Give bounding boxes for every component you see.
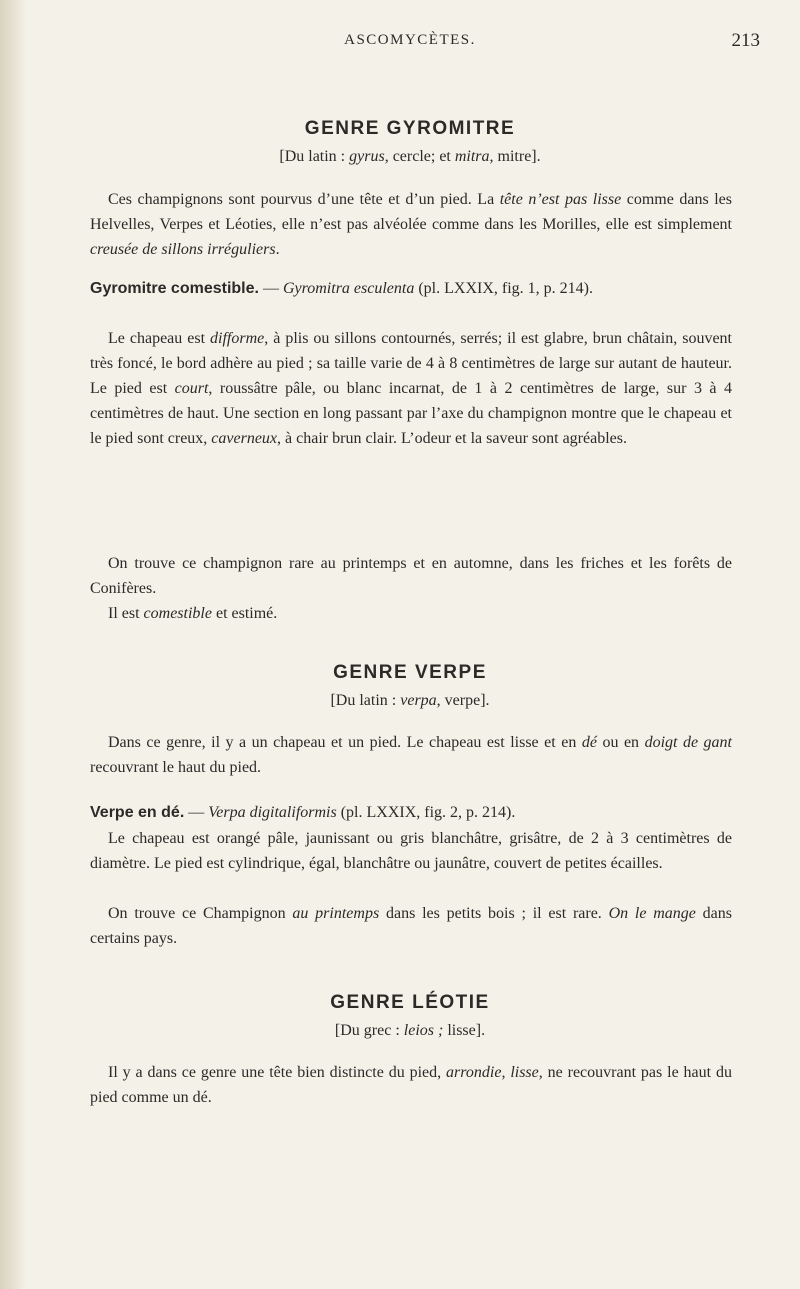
verpe-description: Le chapeau est orangé pâle, jaunissant ou gris blanchâtre, grisâtre, de 2 à 3 centimètres de diamètre. Le pied est cylindrique, égal, blanchâtre ou jaunâtre, couvert de petites écailles. [90,830,732,872]
page-binding-shadow [0,0,26,1289]
etym-word: verpa [400,692,437,709]
verpe-intro [90,730,732,780]
gyromitre-description [90,326,732,451]
etym-text: , verpe]. [436,692,490,709]
gyromitre-etymology [50,148,770,166]
text: , à plis ou sillons contournés, serrés; il est glabre, brun châtain, souvent très foncé, le bord adhère au pied ; sa taille varie de 4 à 8 centimètres de large sur autant de hauteur. Le pied est [90,330,733,397]
dash: — [258,280,283,297]
emphasis: doigt de gant [644,734,733,751]
text: et estimé. [211,605,278,622]
emphasis: court [174,380,209,397]
verpe-etymology [50,692,770,710]
genre-leotie-title: GENRE LÉOTIE [330,992,490,1013]
etym-text: [Du grec : [334,1022,404,1039]
text: Le chapeau est [108,330,211,347]
text: recouvrant le haut du pied. [90,759,262,776]
emphasis: difforme [210,330,265,347]
emphasis: On le mange [608,905,696,922]
gyromitre-edibility [90,601,732,626]
text: , à chair brun clair. L’odeur et la saveur sont agréables. [277,430,627,447]
text: Dans ce genre, il y a un chapeau et un pied. Le chapeau est lisse et en [108,734,582,751]
species-latin: Gyromitra esculenta [282,280,415,297]
dash: — [184,804,209,821]
text: Il est [108,605,144,622]
page-number: 213 [731,30,760,51]
etym-text: [Du latin : [279,148,350,165]
plate-reference: (pl. LXXIX, fig. 2, p. 214). [336,804,516,821]
emphasis: creusée de sillons irréguliers [90,241,276,258]
species-name: Gyromitre comestible. [90,280,259,297]
verpe-species-heading [90,800,732,825]
leotie-etymology [50,1022,770,1040]
text: , ne recouvrant pas le haut du pied comme un dé. [90,1064,732,1106]
etym-word: gyrus [349,148,385,165]
running-head [50,30,770,60]
etym-word: mitra [454,148,490,165]
gyromitre-intro [90,187,732,262]
species-latin: Verpa digitaliformis [208,804,337,821]
text: On trouve ce Champignon [108,905,293,922]
verpe-habitat [90,901,732,951]
species-name: Verpe en dé. [90,804,185,821]
text: , roussâtre pâle, ou blanc incarnat, de 1 à 2 centimètres de large, sur 3 à 4 centimètres de haut. Une section en long passant par l’axe du champignon montre que le chapeau et le pied sont creux, [90,380,732,447]
text: comme dans les Helvelles, Verpes et Léoties, elle n’est pas alvéolée comme dans les Morilles, elle est simplement [90,191,733,233]
running-title: ASCOMYCÈTES. [344,32,476,48]
gyromitre-habitat: On trouve ce champignon rare au printemps et en automne, dans les friches et les forêts de Conifères. [90,555,732,597]
text: ou en [596,734,645,751]
leotie-intro [90,1060,732,1110]
text: dans les petits bois ; il est rare. [379,905,609,922]
text: Ces champignons sont pourvus d’une tête et d’un pied. La [108,191,500,208]
text: Il y a dans ce genre une tête bien distincte du pied, [108,1064,447,1081]
text: dans certains pays. [90,905,733,947]
etym-text: lisse]. [443,1022,486,1039]
etym-word: leios ; [403,1022,444,1039]
text: . [275,241,280,258]
emphasis: arrondie, lisse [446,1064,539,1081]
emphasis: au printemps [292,905,380,922]
gyromitre-species-heading [90,276,732,301]
genre-gyromitre-title: GENRE GYROMITRE [304,118,516,139]
emphasis: comestible [143,605,212,622]
etym-text: [Du latin : [330,692,401,709]
genre-verpe-title: GENRE VERPE [333,662,487,683]
plate-reference: (pl. LXXIX, fig. 1, p. 214). [414,280,593,297]
etym-text: , cercle; et [384,148,455,165]
emphasis: tête n’est pas lisse [499,191,622,208]
emphasis: caverneux [211,430,278,447]
etym-text: , mitre]. [489,148,541,165]
emphasis: dé [581,734,597,751]
